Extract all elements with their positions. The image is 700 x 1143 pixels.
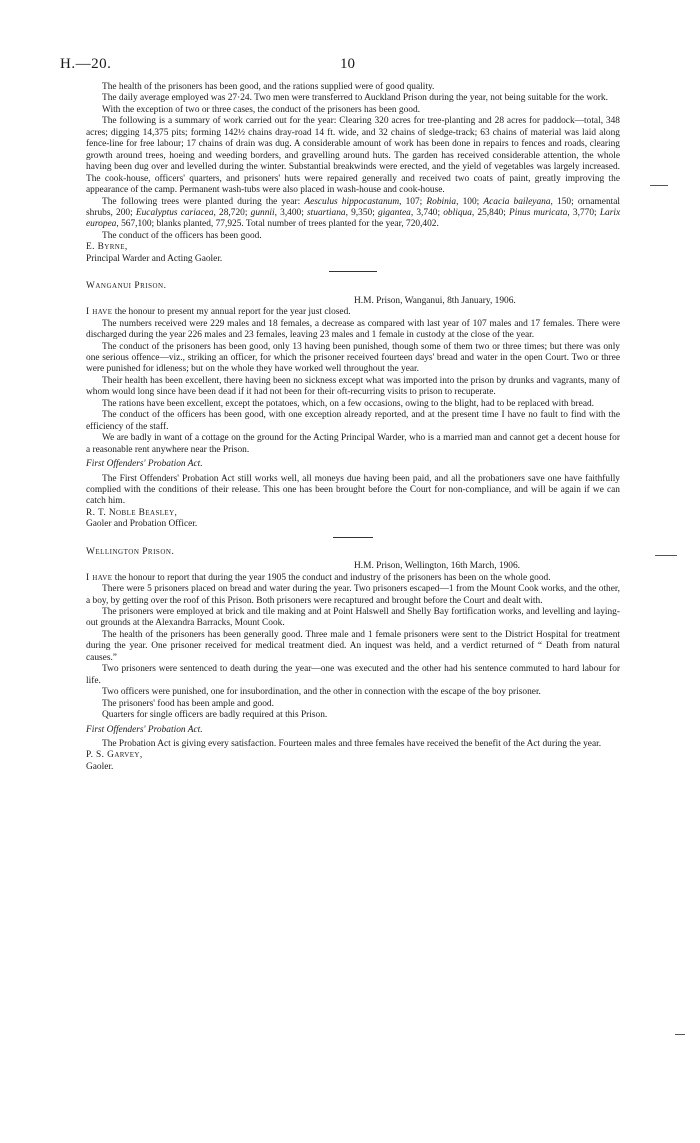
subsection-heading: First Offenders' Probation Act. [86,724,203,735]
tree-count: 150 [557,196,572,207]
tree-count: 567,100 [121,219,152,230]
opening-paragraph [86,307,620,318]
paragraph: Quarters for single officers are badly required at this Prison. [102,710,328,721]
signatory-name: E. Byrne, [86,242,128,253]
tree-count: 100 [462,196,477,207]
tree-name: gigantea [378,207,411,218]
tree-name: obliqua [443,207,472,218]
dateline: H.M. Prison, Wellington, 16th March, 1906. [354,561,520,572]
paragraph: The prisoners' food has been ample and good. [102,698,274,709]
margin-mark [650,185,668,186]
signatory-name: P. S. Garvey, [86,750,143,761]
trees-lead: The following trees were planted during the year: [102,196,301,207]
opening-paragraph [86,573,620,584]
paragraph: The First Offenders' Probation Act still works well, all moneys due having been paid, and all the probationers save one have faithfully complied with the conditions of their release. This one has been brought before the Court for non-compliance, and will be again if we can catch him. [86,473,620,507]
paragraph: The daily average employed was 27·24. Two men were transferred to Auckland Prison during the year, not being suitable for the work. [102,93,608,104]
paragraph: The rations have been excellent, except the potatoes, which, on a few occasions, owing to the blight, had to be replaced with bread. [102,398,595,409]
signature-block [86,750,620,773]
tree-count: 200 [116,207,131,218]
tree-count: 3,400 [280,207,302,218]
paragraph: We are badly in want of a cottage on the ground for the Acting Principal Warder, who is a married man and cannot get a decent house for a reasonable rent anywhere near the Prison. [86,433,620,455]
tree-count: 107 [405,196,420,207]
margin-mark [675,1034,685,1035]
tree-count: 9,350 [351,207,373,218]
tree-name: ornamental shrubs [86,196,620,218]
trees-planted-paragraph: The following trees were planted during the year: Aesculus hippocastanum, 107; Robinia, 100; Acacia baileyana, 150; ornamental shrubs, 200; Eucalyptus cariacea, 28,720; gunnii, 3,400; stuartiana, 9,350; gigantea, 3,740; obliqua, 25,840; Pinus muricata, 3,770; Larix europea, 567,100; blanks planted, 77,925. Total number of trees planted for the year, 720,402. [86,196,621,230]
subsection-heading: First Offenders' Probation Act. [86,459,203,470]
tree-count: 3,740 [416,207,438,218]
tree-count: 3,770 [572,207,595,218]
signatory-title: Gaoler. [86,761,114,772]
opening-caps: I have [86,572,113,583]
opening-caps: I have [86,307,113,318]
dateline: H.M. Prison, Wanganui, 8th January, 1906. [354,295,516,306]
report-body [86,82,620,773]
opening-text: the honour to report that during the year 1905 the conduct and industry of the prisoners has been on the whole good. [112,572,551,583]
tree-name: blanks planted [156,219,211,230]
section-divider [329,271,377,272]
tree-count: 77,925 [215,219,242,230]
paragraph: The health of the prisoners has been good, and the rations supplied were of good quality. [102,82,435,92]
tree-name: Eucalyptus cariacea [135,207,214,218]
paragraph: The conduct of the officers has been good, with one exception already reported, and at the present time I have no fault to find with the efficiency of the staff. [86,410,620,432]
section-heading: Wellington Prison. [86,546,175,557]
page-number: 10 [340,56,355,72]
signatory-name: R. T. Noble Beasley, [86,507,178,518]
paragraph: Two prisoners were sentenced to death during the year—one was executed and the other had his sentence commuted to hard labour for life. [86,664,620,686]
section-heading: Wanganui Prison. [86,281,167,292]
tree-name: Pinus muricata [509,207,568,218]
paragraph: The conduct of the officers has been good. [102,230,262,241]
tree-name: gunnii [250,207,275,218]
paragraph: The prisoners were employed at brick and tile making and at Point Halswell and Shelly Bay fortification works, and levelling and laying-out grounds at the Alexandra Barracks, Mount Cook. [86,607,620,629]
trees-total: Total number of trees planted for the year, 720,402. [245,219,439,230]
paragraph: The Probation Act is giving every satisfaction. Fourteen males and three females have received the benefit of the Act during the year. [102,739,602,750]
paragraph: Their health has been excellent, there having been no sickness except what was imported into the prison by drunks and vagrants, many of whom would long since have been dead if it had not been for their oft-recurring visits to prison to recuperate. [86,375,620,398]
tree-count: 25,840 [477,207,504,218]
paragraph: With the exception of two or three cases, the conduct of the prisoners has been good. [102,104,421,115]
paragraph: The numbers received were 229 males and 18 females, a decrease as compared with last year of 107 males and 17 females. There were discharged during the year 226 males and 23 females, leaving 23 males and 1 female in custody at the close of the year. [86,318,620,341]
tree-name: Acacia baileyana [483,196,551,207]
paragraph: The following is a summary of work carried out for the year: Clearing 320 acres for tree-planting and 28 acres for paddock—total, 348 acres; digging 14,375 pits; forming 142½ chains dray-road 14 ft. wide, and 32 chains of sledge-track; 63 chains of material was laid along fence-line for free labour; 17 chains of drain was dug. A considerable amount of work has been done in repairs to fences and roads, clearing growth around trees, hoeing and weeding borders, and gravelling around huts. The garden has received considerable attention, the whole having been dug over and levelled during the winter. Substantial breakwinds were erected, and the yield of vegetables was largely increased. The cook-house, officers' quarters, and prisoners' huts were repaired generally and received two coats of paint, greatly improving the appearance of the camp. Permanent wash-tubs were also placed in wash-house and cook-house. [86,116,620,196]
signature-block [86,508,620,531]
paragraph: There were 5 prisoners placed on bread and water during the year. Two prisoners escaped—1 from the Mount Cook works, and the other, a boy, by getting over the roof of this Prison. Both prisoners were recaptured and brought before the Court and dealt with. [86,584,620,606]
tree-name: Aesculus hippocastanum [304,196,400,207]
signatory-title: Principal Warder and Acting Gaoler. [86,253,223,264]
paragraph: Two officers were punished, one for insubordination, and the other in connection with the escape of the boy prisoner. [102,687,541,698]
tree-name: Larix europea [86,207,621,230]
paragraph: The conduct of the prisoners has been good, only 13 having been punished, though some of them two or three times; but there was only one serious offence—viz., striking an officer, for which the prisoner received fourteen days' bread and water in the open Court. Two or three were punished for idleness; but on the whole they have worked well throughout the year. [86,341,620,375]
tree-name: stuartiana [307,207,346,218]
report-reference: H.—20. [60,56,112,72]
signatory-title: Gaoler and Probation Officer. [86,519,198,530]
tree-count: 28,720 [219,207,245,218]
section-divider [333,537,373,538]
tree-name: Robinia [426,196,457,207]
opening-text: the honour to present my annual report for the year just closed. [112,307,351,318]
paragraph: The health of the prisoners has been generally good. Three male and 1 female prisoners were sent to the District Hospital for treatment during the year. One prisoner received for medical treatment died. An inquest was held, and a verdict returned of “ Death from natural causes.” [86,629,620,663]
margin-mark [655,555,677,556]
signature-block [86,242,620,265]
